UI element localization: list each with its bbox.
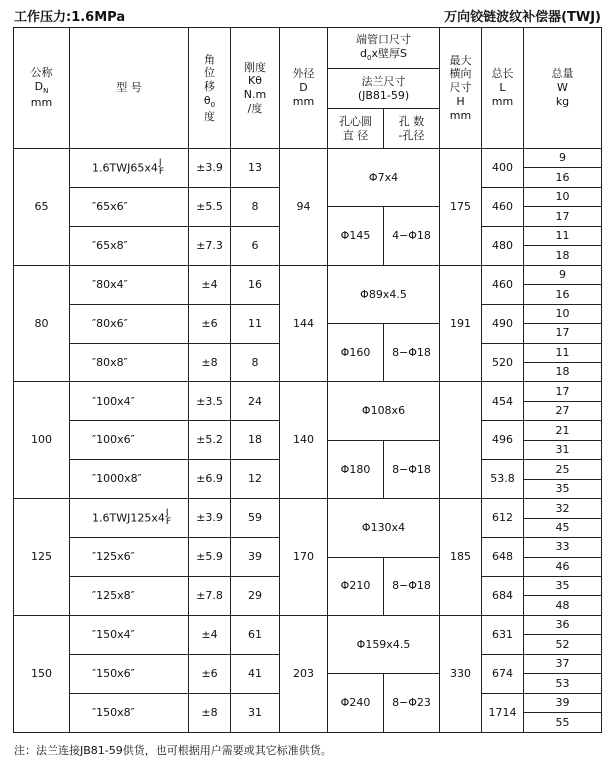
- table-row: [14, 149, 602, 168]
- stiffness-cell: 39: [231, 538, 280, 577]
- weight-cell: 35: [524, 479, 602, 498]
- max-lateral-cell: 185: [440, 499, 482, 616]
- model-text: ″150x6″: [92, 666, 135, 680]
- nominal-diameter-cell: 80: [14, 265, 70, 382]
- total-length-cell: 674: [482, 654, 524, 693]
- weight-cell: 52: [524, 635, 602, 654]
- total-length-cell: 460: [482, 187, 524, 226]
- model-cell: [70, 187, 189, 226]
- model-suffix-jf: [159, 159, 164, 178]
- max-lateral-cell: [440, 382, 482, 499]
- stiffness-cell: 18: [231, 421, 280, 460]
- model-text: ″150x8″: [92, 705, 135, 719]
- model-text: 1.6TWJ65x4: [92, 160, 158, 174]
- angle-cell: ±7.8: [189, 576, 231, 615]
- table-row: [14, 382, 602, 401]
- total-length-cell: 648: [482, 538, 524, 577]
- angle-cell: ±3.9: [189, 149, 231, 188]
- pcd-cell: Φ160: [328, 324, 384, 382]
- stiffness-cell: 59: [231, 499, 280, 538]
- weight-cell: 55: [524, 713, 602, 733]
- weight-cell: 18: [524, 362, 602, 381]
- weight-cell: 11: [524, 226, 602, 245]
- weight-cell: 32: [524, 499, 602, 518]
- total-length-cell: 400: [482, 149, 524, 188]
- total-length-cell: 460: [482, 265, 524, 304]
- weight-cell: 18: [524, 246, 602, 265]
- pcd-cell: Φ210: [328, 557, 384, 615]
- angle-cell: ±6: [189, 654, 231, 693]
- model-text: ″100x6″: [92, 433, 135, 447]
- weight-cell: 31: [524, 440, 602, 459]
- model-cell: [70, 343, 189, 382]
- max-lateral-cell: 191: [440, 265, 482, 382]
- model-cell: [70, 576, 189, 615]
- angle-cell: ±8: [189, 343, 231, 382]
- spec-table: [13, 27, 602, 733]
- model-cell: [70, 615, 189, 654]
- angle-cell: ±3.5: [189, 382, 231, 421]
- total-length-cell: 53.8: [482, 460, 524, 499]
- stiffness-cell: 11: [231, 304, 280, 343]
- model-cell: [70, 460, 189, 499]
- model-text: ″1000x8″: [92, 472, 142, 486]
- stiffness-cell: 16: [231, 265, 280, 304]
- weight-cell: 25: [524, 460, 602, 479]
- stiffness-cell: 13: [231, 149, 280, 188]
- angle-cell: ±7.3: [189, 226, 231, 265]
- model-cell: [70, 265, 189, 304]
- total-length-cell: 496: [482, 421, 524, 460]
- angle-cell: ±5.5: [189, 187, 231, 226]
- model-text: ″80x8″: [92, 355, 128, 369]
- suffix-letter: F: [158, 166, 165, 177]
- model-text: ″125x6″: [92, 550, 135, 564]
- suffix-letter: J: [165, 507, 169, 518]
- pipe-size-cell: Φ159x4.5: [328, 615, 440, 673]
- model-cell: [70, 499, 189, 538]
- stiffness-cell: 8: [231, 187, 280, 226]
- table-row: [14, 615, 602, 634]
- total-length-cell: 684: [482, 576, 524, 615]
- total-length-cell: 454: [482, 382, 524, 421]
- weight-cell: 33: [524, 538, 602, 557]
- header-flange: 法兰尺寸 (JB81-59): [328, 69, 440, 109]
- header-model: 型 号: [70, 28, 189, 149]
- nominal-diameter-cell: 100: [14, 382, 70, 499]
- weight-cell: 16: [524, 168, 602, 187]
- weight-cell: 16: [524, 285, 602, 304]
- pipe-size-cell: Φ130x4: [328, 499, 440, 557]
- weight-cell: 36: [524, 615, 602, 634]
- model-text: ″80x6″: [92, 316, 128, 330]
- angle-cell: ±4: [189, 265, 231, 304]
- weight-cell: 53: [524, 674, 602, 693]
- header-max-lateral: 最大 横向 尺寸 H mm: [440, 28, 482, 149]
- weight-cell: 39: [524, 693, 602, 712]
- working-pressure-label: 工作压力:1.6MPa: [14, 10, 126, 25]
- weight-cell: 17: [524, 382, 602, 401]
- model-suffix-jf: [166, 509, 171, 528]
- max-lateral-cell: 330: [440, 615, 482, 732]
- model-cell: [70, 382, 189, 421]
- header-total-length: 总长 L mm: [482, 28, 524, 149]
- header-outer-diameter: 外径 D mm: [280, 28, 328, 149]
- holes-cell: 8−Φ23: [384, 674, 440, 733]
- model-cell: [70, 538, 189, 577]
- stiffness-cell: 8: [231, 343, 280, 382]
- angle-cell: ±4: [189, 615, 231, 654]
- pcd-cell: Φ240: [328, 674, 384, 733]
- model-cell: [70, 693, 189, 732]
- angle-cell: ±3.9: [189, 499, 231, 538]
- model-cell: [70, 149, 189, 188]
- header-holes: 孔 数 -孔径: [384, 109, 440, 149]
- pipe-size-cell: Φ89x4.5: [328, 265, 440, 323]
- stiffness-cell: 61: [231, 615, 280, 654]
- suffix-letter: J: [158, 157, 162, 168]
- nominal-diameter-cell: 125: [14, 499, 70, 616]
- model-text: 1.6TWJ125x4: [92, 511, 165, 525]
- stiffness-cell: 6: [231, 226, 280, 265]
- total-length-cell: 480: [482, 226, 524, 265]
- total-length-cell: 612: [482, 499, 524, 538]
- weight-cell: 37: [524, 654, 602, 673]
- total-length-cell: 520: [482, 343, 524, 382]
- nominal-diameter-cell: 150: [14, 615, 70, 732]
- model-cell: [70, 421, 189, 460]
- holes-cell: 8−Φ18: [384, 324, 440, 382]
- page-title: 万向铰链波纹补偿器(TWJ): [444, 10, 601, 25]
- max-lateral-cell: 175: [440, 149, 482, 266]
- total-length-cell: 1714: [482, 693, 524, 732]
- weight-cell: 46: [524, 557, 602, 576]
- outer-diameter-cell: 144: [280, 265, 328, 382]
- nominal-diameter-cell: 65: [14, 149, 70, 266]
- footnote: 注：法兰连接JB81-59供货，也可根据用户需要或其它标准供货。: [14, 744, 332, 757]
- holes-cell: 8−Φ18: [384, 557, 440, 615]
- weight-cell: 45: [524, 518, 602, 537]
- model-cell: [70, 226, 189, 265]
- weight-cell: 17: [524, 324, 602, 343]
- weight-cell: 11: [524, 343, 602, 362]
- weight-cell: 10: [524, 187, 602, 206]
- model-text: ″125x8″: [92, 589, 135, 603]
- weight-cell: 9: [524, 265, 602, 284]
- header-pipe-size: 端管口尺寸 $d_0x$壁厚S: [328, 28, 440, 69]
- pcd-cell: Φ180: [328, 440, 384, 498]
- weight-cell: 17: [524, 207, 602, 226]
- angle-cell: ±5.9: [189, 538, 231, 577]
- stiffness-cell: 31: [231, 693, 280, 732]
- model-cell: [70, 304, 189, 343]
- pipe-size-cell: Φ7x4: [328, 149, 440, 207]
- weight-cell: 35: [524, 576, 602, 595]
- angle-cell: ±8: [189, 693, 231, 732]
- total-length-cell: 631: [482, 615, 524, 654]
- model-text: ″80x4″: [92, 277, 128, 291]
- outer-diameter-cell: 140: [280, 382, 328, 499]
- weight-cell: 21: [524, 421, 602, 440]
- header-pcd: 孔心圆 直 径: [328, 109, 384, 149]
- model-text: ″100x4″: [92, 394, 135, 408]
- model-cell: [70, 654, 189, 693]
- header-weight: 总量 W kg: [524, 28, 602, 149]
- stiffness-cell: 41: [231, 654, 280, 693]
- outer-diameter-cell: 94: [280, 149, 328, 266]
- table-row: [14, 499, 602, 518]
- weight-cell: 48: [524, 596, 602, 615]
- header-angle: 角 位 移 $\theta_0$ 度: [189, 28, 231, 149]
- model-text: ″65x6″: [92, 199, 128, 213]
- model-text: ″150x4″: [92, 627, 135, 641]
- stiffness-cell: 12: [231, 460, 280, 499]
- suffix-letter: F: [165, 517, 172, 528]
- holes-cell: 4−Φ18: [384, 207, 440, 265]
- angle-cell: ±6: [189, 304, 231, 343]
- header-dn: 公称 $D_N$ mm: [14, 28, 70, 149]
- pcd-cell: Φ145: [328, 207, 384, 265]
- total-length-cell: 490: [482, 304, 524, 343]
- stiffness-cell: 24: [231, 382, 280, 421]
- weight-cell: 10: [524, 304, 602, 323]
- angle-cell: ±5.2: [189, 421, 231, 460]
- table-row: [14, 265, 602, 284]
- holes-cell: 8−Φ18: [384, 440, 440, 498]
- pipe-size-cell: Φ108x6: [328, 382, 440, 440]
- weight-cell: 9: [524, 149, 602, 168]
- outer-diameter-cell: 170: [280, 499, 328, 616]
- weight-cell: 27: [524, 401, 602, 420]
- model-text: ″65x8″: [92, 238, 128, 252]
- outer-diameter-cell: 203: [280, 615, 328, 732]
- header-stiffness: 刚度 Kθ N.m /度: [231, 28, 280, 149]
- stiffness-cell: 29: [231, 576, 280, 615]
- angle-cell: ±6.9: [189, 460, 231, 499]
